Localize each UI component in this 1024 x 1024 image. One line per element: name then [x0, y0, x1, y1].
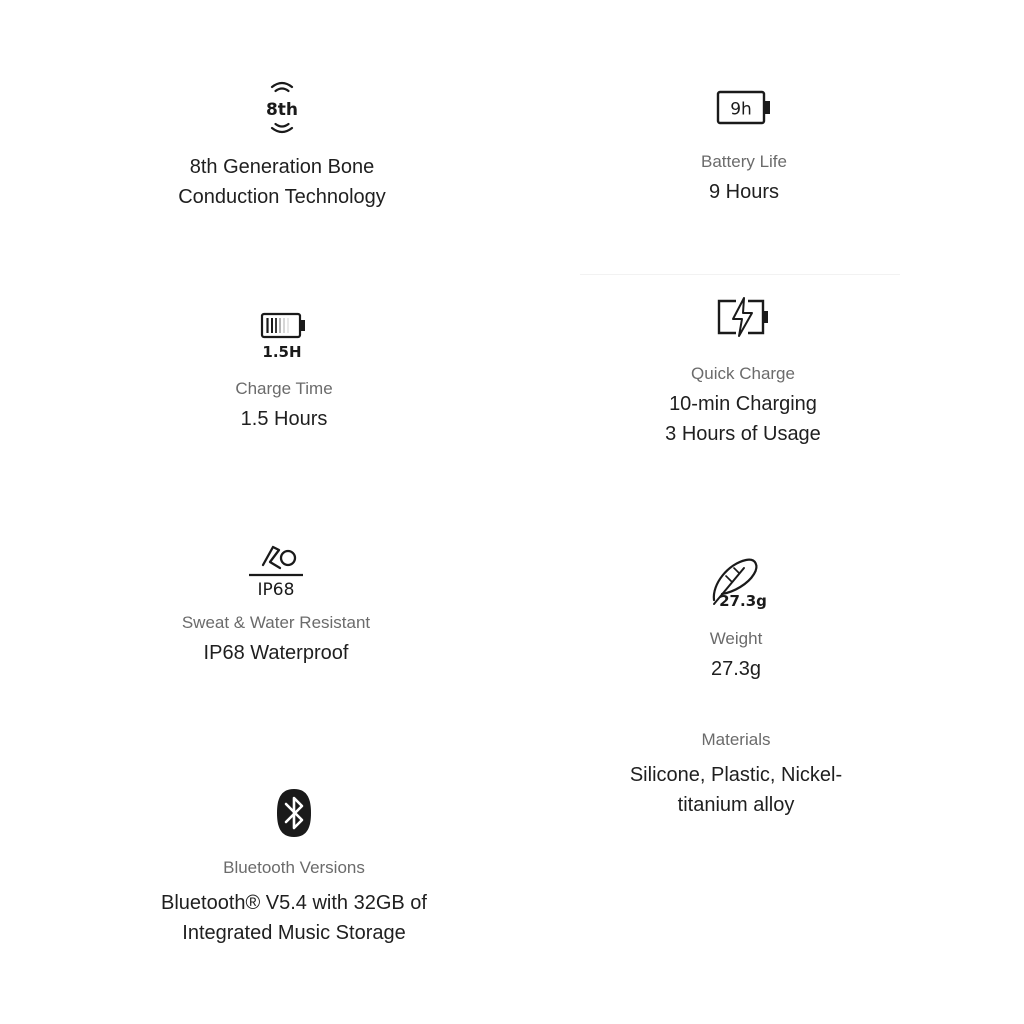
battery-lightning-icon: [715, 296, 771, 338]
water-resistance-label: Sweat & Water Resistant: [181, 613, 371, 632]
materials-label: Materials: [701, 730, 771, 749]
spec-battery-life: [574, 90, 914, 207]
bluetooth-label: Bluetooth Versions: [223, 858, 365, 877]
weight-value: 27.3g: [710, 658, 762, 680]
svg-text:1.5H: 1.5H: [262, 343, 302, 361]
bone-conduction-title-line1: 8th Generation Bone: [189, 156, 375, 178]
quick-charge-value-line2: 3 Hours of Usage: [665, 423, 821, 445]
spec-materials: [566, 729, 906, 820]
svg-text:9h: 9h: [730, 99, 752, 120]
spec-weight: [566, 554, 906, 684]
svg-text:8th: 8th: [265, 100, 299, 120]
svg-text:IP68: IP68: [257, 580, 295, 600]
charge-time-value: 1.5 Hours: [240, 408, 328, 430]
section-divider: [580, 274, 900, 275]
bluetooth-value-line1: Bluetooth® V5.4 with 32GB of: [160, 892, 427, 914]
water-resistance-value: IP68 Waterproof: [203, 642, 349, 664]
bone-conduction-8th-icon: [262, 78, 302, 140]
weight-label: Weight: [709, 629, 763, 648]
feather-weight-icon: [704, 554, 768, 614]
spec-charge-time: [114, 310, 454, 434]
charge-time-label: Charge Time: [235, 379, 333, 398]
battery-life-label: Battery Life: [701, 152, 787, 171]
battery-9h-icon: [716, 90, 772, 126]
battery-charging-bars-icon: [259, 310, 309, 362]
bluetooth-icon: [274, 788, 314, 838]
spec-quick-charge: [573, 296, 913, 449]
quick-charge-value-line1: 10-min Charging: [669, 393, 817, 415]
bone-conduction-title-line2: Conduction Technology: [178, 186, 386, 208]
spec-bluetooth: [124, 788, 464, 948]
bluetooth-value-line2: Integrated Music Storage: [182, 922, 406, 944]
swimmer-ip68-icon: [243, 540, 309, 600]
battery-life-value: 9 Hours: [708, 181, 780, 203]
spec-water-resistance: [106, 540, 446, 668]
svg-text:27.3g: 27.3g: [719, 592, 767, 610]
materials-value-line2: titanium alloy: [677, 794, 795, 816]
quick-charge-label: Quick Charge: [691, 364, 795, 383]
spec-bone-conduction: [112, 78, 452, 212]
materials-value-line1: Silicone, Plastic, Nickel-: [629, 764, 843, 786]
